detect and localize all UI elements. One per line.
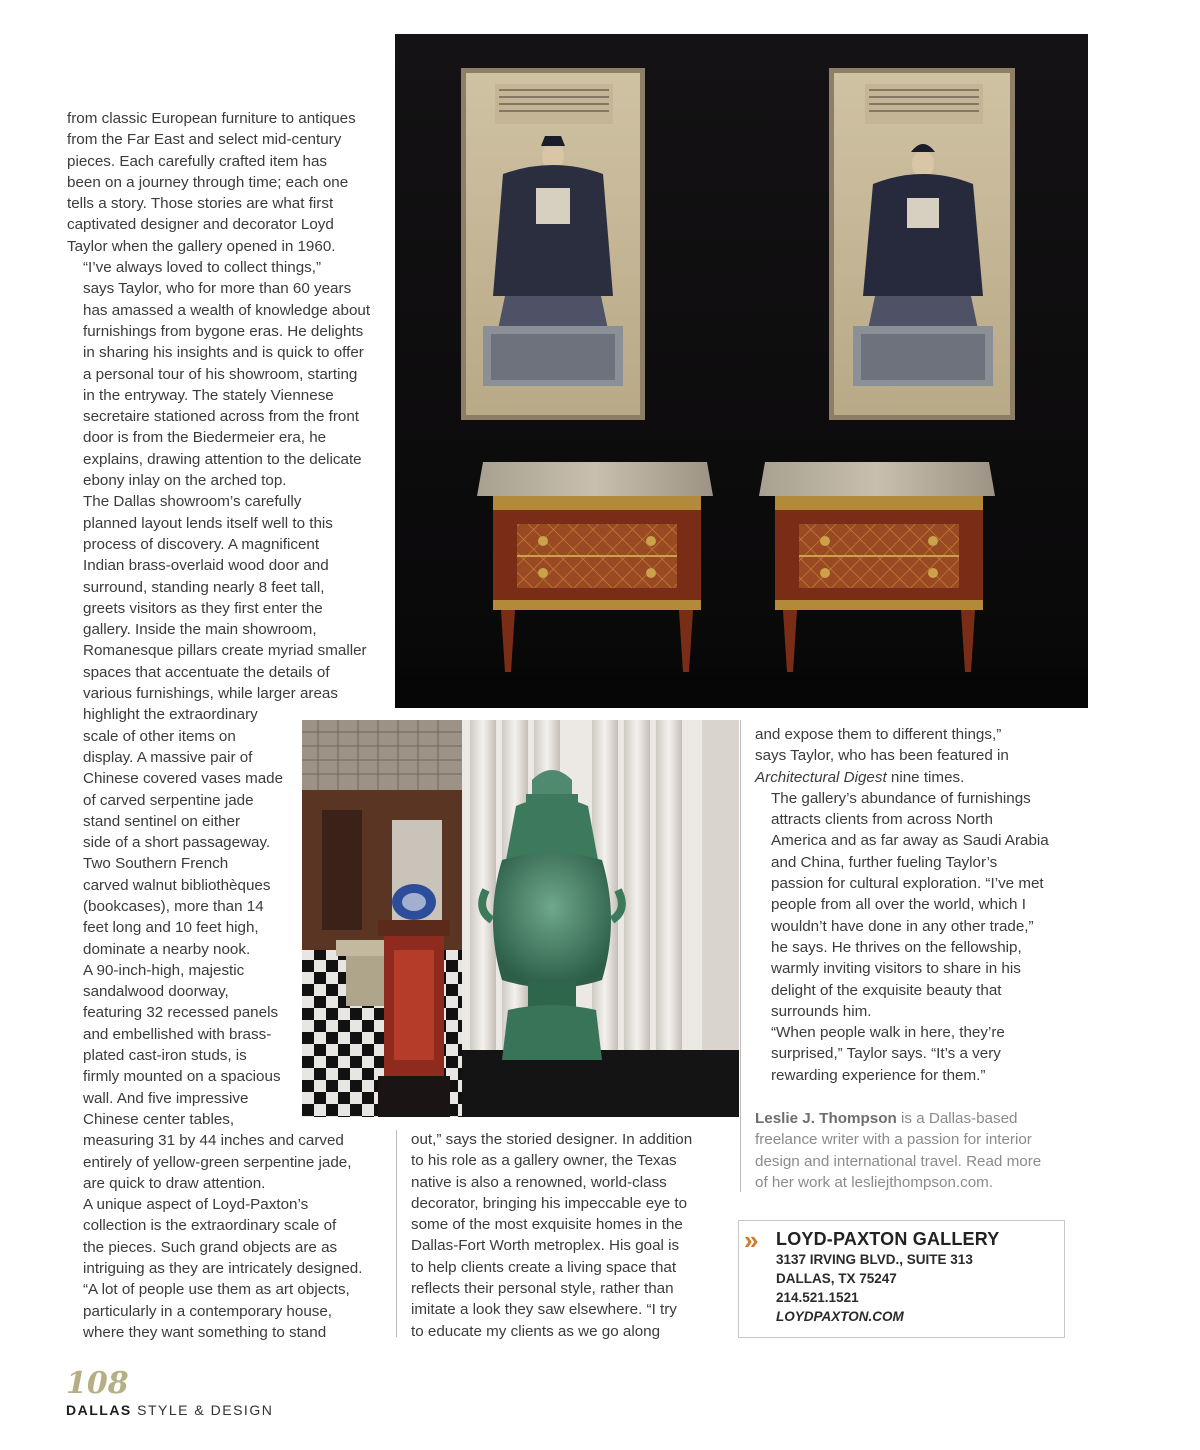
text-line: delight of the exquisite beauty that: [771, 981, 1002, 999]
text-line: attracts clients from across North: [771, 811, 993, 829]
text-line: firmly mounted on a spacious: [83, 1068, 281, 1086]
bio-first-line: [755, 1108, 1075, 1129]
text-line: “I’ve always loved to collect things,”: [83, 259, 322, 277]
paragraph: [411, 1129, 731, 1342]
text-line: surrounds him.: [771, 1002, 872, 1020]
text-line: from classic European furniture to antiques: [67, 110, 356, 127]
text-line: A 90-inch-high, majestic: [83, 961, 245, 979]
text-line: highlight the extraordinary: [83, 706, 258, 724]
author-name: Leslie J. Thompson: [755, 1110, 897, 1127]
magazine-name-rest: STYLE & DESIGN: [131, 1402, 274, 1418]
gallery-name: LOYD-PAXTON GALLERY: [776, 1229, 1000, 1249]
text-line: [755, 767, 1075, 788]
text-line: Taylor when the gallery opened in 1960.: [67, 237, 336, 255]
text-line: and expose them to different things,”: [755, 726, 1002, 743]
text-line: Indian brass-overlaid wood door and: [83, 557, 329, 575]
magazine-name: [66, 1402, 273, 1418]
text-line: captivated designer and decorator Loyd: [67, 216, 334, 234]
text-line: The gallery’s abundance of furnishings: [771, 789, 1031, 807]
author-bio: [755, 1108, 1075, 1193]
text-line: dominate a nearby nook.: [83, 940, 251, 958]
page-number: 108: [66, 1366, 129, 1401]
text-line: A unique aspect of Loyd-Paxton’s: [83, 1196, 309, 1214]
text-line: Chinese covered vases made: [83, 770, 284, 788]
text-line: furnishings from bygone eras. He delights: [83, 322, 364, 340]
paragraph: [755, 724, 1075, 788]
text-line: explains, drawing attention to the delicate: [83, 450, 362, 468]
text-line: in sharing his insights and is quick to offer: [83, 344, 364, 362]
text-line: Romanesque pillars create myriad smaller: [83, 642, 367, 660]
text-line: in the entryway. The stately Viennese: [83, 386, 334, 404]
text-line: carved walnut bibliothèques: [83, 876, 271, 894]
text-line: entirely of yellow-green serpentine jade,: [83, 1153, 352, 1171]
bio-text: is a Dallas-based: [896, 1110, 1018, 1127]
text-line: “When people walk in here, they’re: [771, 1024, 1005, 1042]
photo-illustration: [302, 720, 739, 1117]
text-line: feet long and 10 feet high,: [83, 919, 259, 937]
bio-line: freelance writer with a passion for interior: [755, 1131, 1032, 1149]
photo-illustration: [395, 34, 1088, 708]
text-line: where they want something to stand: [83, 1323, 327, 1341]
text-line: particularly in a contemporary house,: [83, 1302, 333, 1320]
text-line: The Dallas showroom’s carefully: [83, 493, 302, 511]
text-line: native is also a renowned, world-class: [411, 1173, 667, 1191]
text-line: the pieces. Such grand objects are as: [83, 1238, 338, 1256]
text-line: surprised,” Taylor says. “It’s a very: [771, 1045, 1001, 1063]
text-line: sandalwood doorway,: [83, 983, 229, 1001]
photo-ancestor-portraits: [395, 34, 1088, 708]
text-line: some of the most exquisite homes in the: [411, 1216, 683, 1234]
text-line: been on a journey through time; each one: [67, 173, 349, 191]
photo-jade-vase: [302, 720, 739, 1117]
text-line: pieces. Each carefully crafted item has: [67, 152, 327, 170]
gallery-address: 3137 IRVING BLVD., SUITE 313: [776, 1252, 973, 1267]
text-line: Chinese center tables,: [83, 1110, 235, 1128]
paragraph: [67, 1194, 387, 1343]
text-line: people from all over the world, which I: [771, 896, 1026, 914]
text-line: are quick to draw attention.: [83, 1174, 266, 1192]
text-line: (bookcases), more than 14: [83, 897, 264, 915]
bio-line: of her work at lesliejthompson.com.: [755, 1173, 994, 1191]
text-line: display. A massive pair of: [83, 748, 253, 766]
paragraph: [755, 788, 1075, 1022]
text-line: process of discovery. A magnificent: [83, 535, 320, 553]
text-line: and China, further fueling Taylor’s: [771, 853, 998, 871]
text-line: “A lot of people use them as art objects,: [83, 1281, 350, 1299]
middle-column: [411, 1129, 731, 1342]
text-line: reflects their personal style, rather than: [411, 1280, 674, 1298]
text-line: rewarding experience for them.”: [771, 1066, 986, 1084]
text-line: planned layout lends itself well to this: [83, 514, 333, 532]
text-line: spaces that accentuate the details of: [83, 663, 330, 681]
text-line: side of a short passageway.: [83, 834, 271, 852]
gallery-city: DALLAS, TX 75247: [776, 1271, 897, 1286]
text-line: has amassed a wealth of knowledge about: [83, 301, 371, 319]
gallery-info-box: [738, 1220, 1065, 1338]
text-line: wall. And five impressive: [83, 1089, 249, 1107]
text-line: gallery. Inside the main showroom,: [83, 621, 317, 639]
text-line: of carved serpentine jade: [83, 791, 254, 809]
text-line: greets visitors as they first enter the: [83, 599, 323, 617]
text-line: ebony inlay on the arched top.: [83, 472, 287, 490]
text-line: tells a story. Those stories are what first: [67, 195, 334, 213]
magazine-name-bold: DALLAS: [66, 1402, 132, 1418]
text-line: intriguing as they are intricately designed.: [83, 1260, 363, 1278]
bio-line: design and international travel. Read more: [755, 1152, 1042, 1170]
text-line: door is from the Biedermeier era, he: [83, 429, 327, 447]
text-line: collection is the extraordinary scale of: [83, 1217, 337, 1235]
text-line: says Taylor, who has been featured in: [755, 747, 1009, 765]
text-line: secretaire stationed across from the front: [83, 408, 360, 426]
text-line: decorator, bringing his impeccable eye to: [411, 1194, 688, 1212]
text-line: America and as far away as Saudi Arabia: [771, 832, 1049, 850]
text-line: measuring 31 by 44 inches and carved: [83, 1132, 344, 1150]
text-line: to help clients create a living space that: [411, 1258, 677, 1276]
text-line: passion for cultural exploration. “I’ve met: [771, 875, 1044, 893]
right-column: [755, 724, 1075, 1086]
text-line: imitate a look they saw elsewhere. “I try: [411, 1301, 677, 1319]
paragraph: [755, 1022, 1075, 1086]
paragraph: [67, 257, 387, 491]
text-line: a personal tour of his showroom, starting: [83, 365, 358, 383]
text-line: and embellished with brass-: [83, 1025, 272, 1043]
text-line: stand sentinel on either: [83, 812, 241, 830]
text-line: featuring 32 recessed panels: [83, 1004, 279, 1022]
text-line: to his role as a gallery owner, the Texas: [411, 1152, 677, 1170]
double-chevron-icon: »: [744, 1225, 759, 1255]
text-line: says Taylor, who for more than 60 years: [83, 280, 352, 298]
text-line: from the Far East and select mid-century: [67, 131, 342, 149]
text-line: out,” says the storied designer. In addition: [411, 1131, 693, 1148]
text-line: wouldn’t have done in any other trade,”: [771, 917, 1034, 935]
text-line: to educate my clients as we go along: [411, 1322, 661, 1340]
column-rule: [740, 720, 741, 1192]
text-line: Dallas-Fort Worth metroplex. His goal is: [411, 1237, 680, 1255]
publication-title: Architectural Digest: [755, 768, 887, 786]
text-line: Two Southern French: [83, 855, 229, 873]
text-line: various furnishings, while larger areas: [83, 685, 338, 703]
gallery-website[interactable]: LOYDPAXTON.COM: [776, 1309, 904, 1324]
text-line: warmly inviting visitors to share in his: [771, 960, 1021, 978]
text-line: scale of other items on: [83, 727, 236, 745]
column-rule: [396, 1130, 397, 1337]
text-line: he says. He thrives on the fellowship,: [771, 938, 1022, 956]
gallery-phone: 214.521.1521: [776, 1290, 859, 1305]
text-line: surround, standing nearly 8 feet tall,: [83, 578, 325, 596]
text-line: plated cast-iron studs, is: [83, 1047, 247, 1065]
text-fragment: nine times.: [886, 768, 965, 786]
paragraph: [67, 108, 387, 257]
